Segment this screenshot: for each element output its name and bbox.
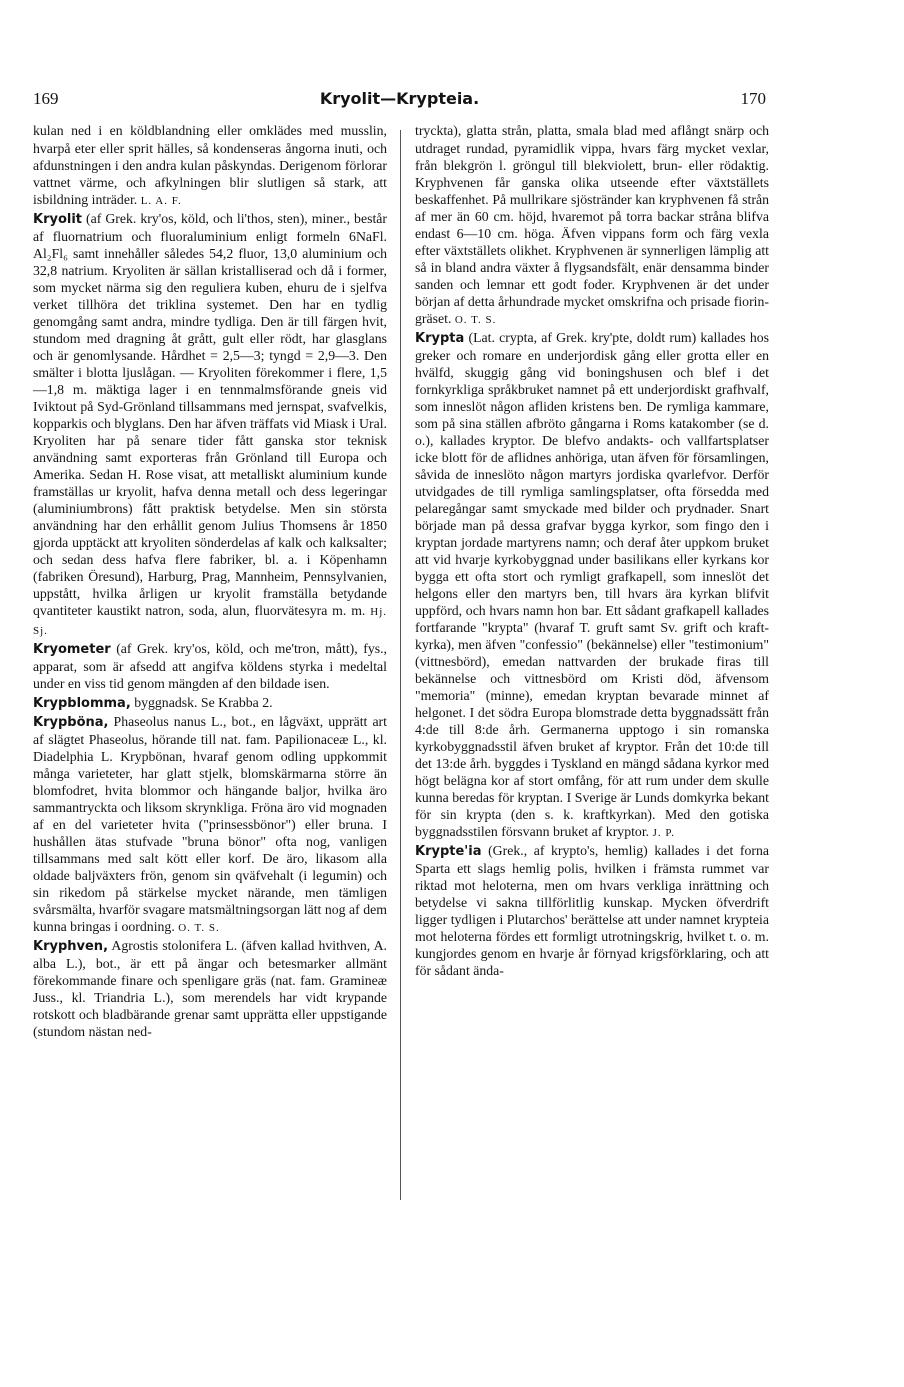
- entry-krypbona: Krypböna, Phaseolus nanus L., bot., en lågväxt, upprätt art af slägtet Phaseolus, hörande till nat. fam. Papilionaceæ L., kl. Diadelphia L. Krypbönan, hvaraf genom odling uppkommit många varieteter, har glatt stjelk, blomskärmarna större än blomfodret, hvita blommor och hängande baljor, hvilka äro sammantryckta och liksom skrynkliga. Fröna äro vid mognaden af en del varieteter hvita ("prinsessbönor") eller bruna. I hushållen ätas stufvade "bruna bönor" ofta nog, vanligen tillsammans med salt kött eller korf. De äro, likasom alla oldade baljväxters frön, genom sin qväfvehalt (i legumin) och sin rikedom på stärkelse mycket närande, men tämligen svårsmälta, hvarför svagare matsmältningsorgan lätt nog af dem kunna bringas i oordning. O. T. S.: [33, 714, 387, 934]
- left-column: [33, 122, 387, 1042]
- running-title: Kryolit—Krypteia.: [319, 89, 480, 108]
- page-number-left: 169: [33, 89, 59, 108]
- entry-kulan-continuation: kulan ned i en köldblandning eller omklädes med musslin, hvarpå eter eller sprit hälles, så kondenseras ångorna inuti, och afdunstningen i den andra kulan påskyndas. Derigenom förlorar vattnet värme, och afkylningen blir slutligen så stark, att isbildning inträder. L. A. F.: [33, 123, 387, 207]
- right-column: [415, 122, 769, 981]
- entry-krypblomma: Krypblomma, byggnadsk. Se Krabba 2.: [33, 695, 273, 711]
- entry-kryphven: Kryphven, Agrostis stolonifera L. (äfven kallad hvithven, A. alba L.), bot., är ett på ängar och betesmarker allmänt förekommande finare och spenligare gräs (nat. fam. Gramineæ Juss., kl. Triandria L.), som merendels har vidt krypande rotskott och bladbärande grenar samt upprätta eller uppstigande (stundom nästan ned-: [33, 938, 387, 1039]
- headword: Krypte'ia: [415, 844, 482, 859]
- entry-krypta: Krypta (Lat. crypta, af Grek. kry'pte, doldt rum) kallades hos greker och romare en underjordisk gång eller grotta eller en hvälfd, skuggig gång vid boningshusen och blef i det fornkyrkliga språkbruket namnet på ett underjordiskt grafhvalf, som inneslöt någon afliden kristens ben. De rymliga kammare, som på sina ställen afbröto gångarna i Roms katakomber (se d. o.), kallades kryptor. De blefvo andakts- och vallfartsplatser icke blott för de aflidnes anhöriga, utan äfven för församlingen, såvida de inneslöto någon martyrs jordiska qvarlefvor. Derför utvidgades de till rymliga samlingsplatser, ofta försedda med pelaregångar samt smyckade med bilder och prydnader. Snart började man på dessa grafvar bygga kyrkor, som fingo den i kryptan jordade martyrens namn; och deraf åter uppkom bruket att vid hvarje kyrkobyggnad under basilikans eller kyrkans kor bygga ett ofta stort och rymligt grafkapell, som inneslöt det helgons eller den martyrs ben, till hvars ära kyrkan blifvit uppförd, och hvars namn hon bar. Ett sådant grafkapell kallades fortfarande "krypta" (hvaraf T. gruft samt Sv. grift och kraft-kyrka), men äfven "confessio" (bekännelse) eller "testimonium" (vittnesbörd), emedan nattvarden der brukade firas till bekännelse och vittnesbörd om Kristi död, äfvensom "memoria" (minne), emedan kryptan bevarade minnet af helgonet. I det södra Europa blomstrade detta byggnadssätt från 4:de till 8:de årh. Germanerna upptogo i sin romanska kyrkobyggnadsstil äfven bruket af kryptor. Från det 10:de till det 13:de årh. byggdes i Tyskland en mängd sådana kyrkor med högt belägna kor af stort omfång, för att rum under dem skulle kunna beredas för kryptan. I Sverige är Lunds domkyrka bekant för sin krypta (den s. k. kraftkyrkan). Med den gotiska byggnadsstilen försvann bruket af kryptor. J. P.: [415, 330, 769, 839]
- column-divider: [400, 130, 401, 1200]
- entry-kryolit: Kryolit (af Grek. kry'os, köld, och li'thos, sten), miner., består af fluornatrium och fluoraluminium enligt formeln 6NaFl. Al₂Fl₆ samt innehåller således 54,2 fluor, 13,0 aluminium och 32,8 natrium. Kryoliten är sällan kristalliserad och då i former, som mycket närma sig den reguliera kuben, ehuru de i sjelfva verket tillhöra det triklina systemet. Den har en tydlig genomgång samt andra, mindre tydliga. Den är till färgen hvit, stundom med dragning åt grått, gult eller rödt, har glasglans och är genomlysande. Hårdhet = 2,5—3; tyngd = 2,9—3. Den smälter i blotta ljuslågan. — Kryoliten förekommer i flere, 1,5—1,8 m. mäktiga lager i en tennmalmsförande gneis vid Iviktout på Syd-Grönland tillsammans med jernspat, svafvelkis, kopparkis och blyglans. Den har äfven träffats vid Miask i Ural. Kryoliten har på senare tider fått ganska stor teknisk användning samt exporteras från Grönland till Europa och Amerika. Sedan H. Rose visat, att metalliskt aluminium kunde framställas ur kryolit, hafva denna metall och dess legeringar (aluminiumbrons) fått praktisk betydelse. Men sin största användning har den erhållit genom Julius Thomsens år 1850 gjorda upptäckt att kryoliten sönderdelas af kalk och kalksalter; och sedan dess hafva flere fabriker, bl. a. i Köpenhamn (fabriken Öresund), Harburg, Prag, Mannheim, Pennsylvanien, uppstått, hvilka årligen ur kryolit framställa betydande qvantiteter kaustikt natron, soda, alun, fluorvätesyra m. m. Hj. Sj.: [33, 211, 387, 637]
- headword: Kryolit: [33, 212, 83, 227]
- headword: Krypblomma,: [33, 696, 131, 711]
- headword: Kryphven,: [33, 939, 109, 954]
- entry-kryometer: Kryometer (af Grek. kry'os, köld, och me'tron, mått), fys., apparat, som är afsedd att angifva köldens styrka i medeltal under en viss tid genom mängden af den bildade isen.: [33, 641, 387, 691]
- page-header: [33, 89, 766, 113]
- page-number-right: 170: [740, 89, 766, 108]
- entry-krypteia: Krypte'ia (Grek., af krypto's, hemlig) kallades i det forna Sparta ett slags hemlig polis, hvilken i främsta rummet var riktad mot heloterna, men om hvars verkliga inrättning och betydelse vi sakna tillförlitlig kunskap. Mycken öfverdrift ligger tydligen i Plutarchos' berättelse att under namnet krypteia mot heloterna fördes ett formligt utrotningskrig, hvilket t. o. m. kungjordes genom en hvarje år förnyad krigsförklaring, och att för sådant ända-: [415, 843, 769, 978]
- entry-kryphven-continuation: tryckta), glatta strån, platta, smala blad med aflångt snärp och utdraget rundad, pyramidlik vippa, hvars färg mycket vexlar, från blekgrön l. gröngul till blekviolett, brun- eller rödaktig. Kryphvenen får ganska olika utseende efter växtställets beskaffenhet. På mullrikare sjöstränder kan kryphvenen få strån af mer än 60 cm. höjd, hvaremot på torra backar stråna blifva endast 6—10 cm. höga. Äfven vippans form och färg vexla efter växtställets olikhet. Kryphvenen är synnerligen lämplig att så in bland andra växter å flygsandsfält, enär densamma binder sanden och lemnar ett godt foder. Kryphvenen är det under början af detta århundrade mycket omskrifna och prisade fiorin-gräset. O. T. S.: [415, 123, 769, 326]
- headword: Krypta: [415, 331, 465, 346]
- headword: Krypböna,: [33, 715, 109, 730]
- headword: Kryometer: [33, 642, 111, 657]
